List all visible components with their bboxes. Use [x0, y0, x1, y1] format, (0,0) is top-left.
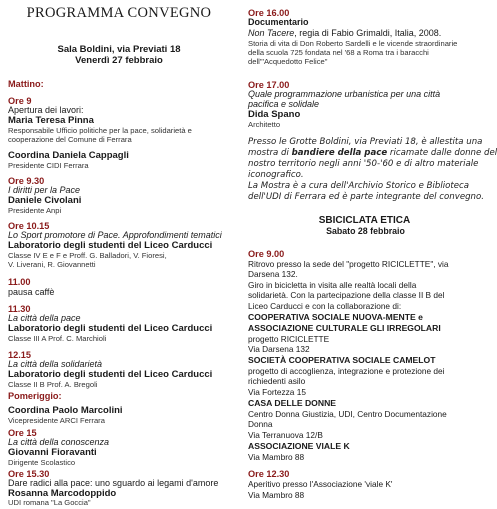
class-info: Classe III A Prof. C. Marchioli: [8, 334, 107, 343]
program-title: PROGRAMMA CONVEGNO: [26, 5, 212, 21]
bike-date: Sabato 28 febbraio: [326, 226, 405, 236]
time-1215: 12.15: [8, 350, 31, 360]
film-details: , regia di Fabio Grimaldi, Italia, 2008.: [294, 28, 442, 38]
talk-topic: Quale programmazione urbanistica per una città: [248, 89, 441, 99]
org-detail: Donna: [248, 419, 273, 429]
film-title: Non Tacere: [248, 28, 295, 38]
film-description: dell'"Acquedotto Felice": [248, 57, 328, 66]
bike-text: Giro in bicicletta in visita alle realtà locali della: [248, 280, 417, 290]
coordinator-name: Coordina Paolo Marcolini: [8, 405, 123, 416]
time-1015: Ore 10.15: [8, 221, 50, 231]
coordinator-role: Vicepresidente ARCI Ferrara: [8, 416, 105, 425]
time-930: Ore 9.30: [8, 176, 45, 186]
talk-topic: I diritti per la Pace: [8, 185, 81, 195]
speaker-name: Dida Spano: [248, 109, 301, 120]
org-address: Via Darsena 132: [248, 344, 310, 354]
time-1230: Ore 12.30: [248, 469, 290, 479]
flags-highlight: bandiere della pace: [291, 148, 388, 158]
speaker-name: Maria Teresa Pinna: [8, 115, 94, 126]
speaker-role: UDI romana "La Goccia": [8, 498, 91, 507]
org-detail: Centro Donna Giustizia, UDI, Centro Documentazione: [248, 409, 447, 419]
talk-topic: Dare radici alla pace: uno sguardo ai legami d'amore: [8, 478, 219, 488]
aperitivo-text: Aperitivo presso l'Associazione 'viale K': [248, 479, 393, 489]
exhibit-note: mostra di bandiere della pace ricamate dalle donne del: [248, 148, 497, 158]
time-1600: Ore 16.00: [248, 8, 290, 18]
exhibit-note: Presso le Grotte Boldini, via Previati 18, è allestita una: [248, 137, 483, 147]
date: Venerdì 27 febbraio: [75, 55, 163, 66]
bike-text: Darsena 132.: [248, 269, 298, 279]
talk-topic: La città della pace: [8, 313, 81, 323]
org-address: Via Mambro 88: [248, 452, 305, 462]
coordinator-role: Presidente CIDI Ferrara: [8, 161, 89, 170]
bike-text: Ritrovo presso la sede del "progetto RICICLETTE", via: [248, 259, 449, 269]
talk-topic: La città della solidarietà: [8, 359, 103, 369]
org-detail: progetto di accoglienza, integrazione e protezione dei: [248, 366, 445, 376]
org-name: COOPERATIVA SOCIALE NUOVA-MENTE e: [248, 312, 423, 322]
speaker-name: Rosanna Marcodoppido: [8, 488, 117, 499]
bike-text: solidarietà. Con la partecipazione della classe II B del: [248, 290, 445, 300]
org-detail: progetto RICICLETTE: [248, 334, 330, 344]
lab-title: Laboratorio degli studenti del Liceo Carducci: [8, 240, 213, 251]
film-description: Storia di vita di Don Roberto Sardelli e le vicende straordinarie: [248, 39, 458, 48]
speaker-role: cooperazione del Comune di Ferrara: [8, 135, 132, 144]
class-info: V. Liverani, R. Giovannetti: [8, 260, 96, 269]
org-detail: richiedenti asilo: [248, 376, 306, 386]
talk-topic: Lo Sport promotore di Pace. Approfondimenti tematici: [8, 230, 222, 240]
talk-topic: La città della conoscenza: [8, 437, 110, 447]
class-info: Classe IV E e F e Proff. G. Balladori, V. Fioresi,: [8, 251, 167, 260]
class-info: Classe II B Prof. A. Bregoli: [8, 380, 98, 389]
time-900: Ore 9.00: [248, 249, 285, 259]
morning-heading: Mattino:: [8, 79, 44, 89]
exhibit-note: dell'UDI di Ferrara ed è parte integrante del convegno.: [248, 192, 484, 202]
speaker-name: Daniele Civolani: [8, 195, 82, 206]
time-9: Ore 9: [8, 96, 32, 106]
org-address: Via Fortezza 15: [248, 387, 306, 397]
exhibit-note: nostro territorio negli anni '50-'60 e di altro materiale: [248, 159, 479, 169]
time-15: Ore 15: [8, 428, 37, 438]
coffee-break: pausa caffè: [8, 287, 55, 297]
venue: Sala Boldini, via Previati 18: [57, 44, 181, 55]
exhibit-note: La Mostra è a cura dell'Archivio Storico e Biblioteca: [248, 181, 470, 191]
documentary-label: Documentario: [248, 17, 309, 27]
time-1530: Ore 15.30: [8, 469, 50, 479]
lab-title: Laboratorio degli studenti del Liceo Carducci: [8, 323, 213, 334]
org-name: ASSOCIAZIONE CULTURALE GLI IRREGOLARI: [248, 323, 441, 333]
film-description: della scuola 725 fondata nel '68 a Roma tra i baracchi: [248, 48, 429, 57]
bike-title: SBICICLATA ETICA: [318, 215, 411, 226]
time-1700: Ore 17.00: [248, 80, 290, 90]
speaker-role: Responsabile Ufficio politiche per la pace, solidarietà e: [8, 126, 192, 135]
speaker-role: Architetto: [248, 120, 281, 129]
opening-label: Apertura dei lavori:: [8, 105, 84, 115]
speaker-role: Dirigente Scolastico: [8, 458, 76, 467]
speaker-role: Presidente Anpi: [8, 206, 62, 215]
bike-text: Liceo Carducci e con la collaborazione di:: [248, 301, 402, 311]
org-name: ASSOCIAZIONE VIALE K: [248, 441, 350, 451]
org-address: Via Terranuova 12/B: [248, 430, 323, 440]
org-name: CASA DELLE DONNE: [248, 398, 337, 408]
coordinator-name: Coordina Daniela Cappagli: [8, 150, 129, 161]
film-line: [248, 29, 481, 39]
exhibit-note: iconografico.: [248, 170, 304, 180]
time-1100: 11.00: [8, 277, 31, 287]
org-address: Via Mambro 88: [248, 490, 305, 500]
time-1130: 11.30: [8, 304, 31, 314]
speaker-name: Giovanni Fioravanti: [8, 447, 97, 458]
talk-topic: pacifica e solidale: [248, 99, 320, 109]
afternoon-heading: Pomeriggio:: [8, 391, 62, 401]
lab-title: Laboratorio degli studenti del Liceo Carducci: [8, 369, 213, 380]
org-name: SOCIETÀ COOPERATIVA SOCIALE CAMELOT: [248, 355, 436, 365]
